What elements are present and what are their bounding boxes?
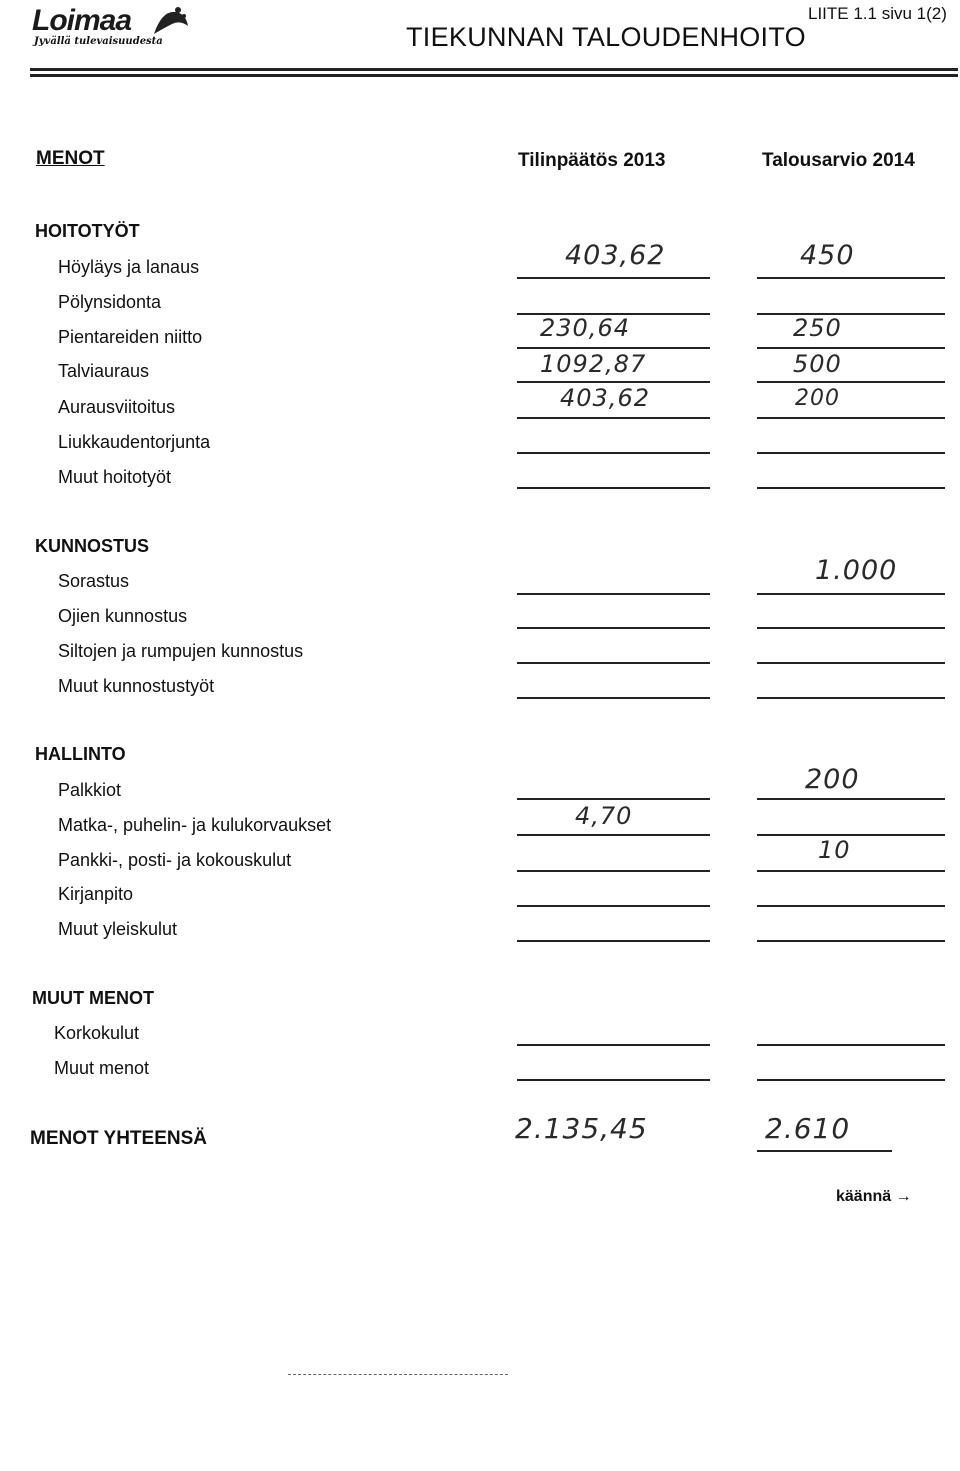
- handwritten-actual: 230,64: [540, 314, 630, 342]
- total-underline: [757, 1150, 892, 1152]
- handwritten-budget: 200: [795, 386, 840, 411]
- entry-line: [757, 417, 945, 419]
- item-label: Muut kunnostustyöt: [58, 676, 215, 696]
- entry-line: [517, 905, 710, 907]
- entry-line: [757, 347, 945, 349]
- entry-line: [517, 1044, 710, 1046]
- entry-line: [757, 662, 945, 664]
- handwritten-actual: 403,62: [560, 384, 650, 412]
- handwritten-budget: 10: [818, 836, 851, 864]
- entry-line: [517, 381, 710, 383]
- entry-line: [517, 870, 710, 872]
- handwritten-total-actual: 2.135,45: [515, 1112, 648, 1145]
- entry-line: [757, 381, 945, 383]
- header-rule: [30, 68, 958, 71]
- logo-wordmark: Loimaa: [32, 4, 132, 37]
- handwritten-budget: 450: [800, 240, 855, 271]
- entry-line: [757, 593, 945, 595]
- entry-line: [517, 487, 710, 489]
- logo-emblem-icon: [150, 4, 192, 40]
- section-title-kunnostus: KUNNOSTUS: [35, 536, 150, 556]
- entry-line: [517, 277, 710, 279]
- handwritten-budget: 200: [805, 764, 860, 795]
- item-label: Korkokulut: [54, 1023, 140, 1043]
- total-label: MENOT YHTEENSÄ: [30, 1128, 208, 1149]
- entry-line: [517, 593, 710, 595]
- logo-tagline: Jyvällä tulevaisuudesta: [34, 36, 163, 47]
- entry-line: [757, 1079, 945, 1081]
- entry-line: [757, 697, 945, 699]
- handwritten-actual: 1092,87: [540, 350, 647, 378]
- menot-heading: MENOT: [36, 148, 105, 169]
- section-title-muut-menot: MUUT MENOT: [32, 988, 154, 1008]
- handwritten-actual: 403,62: [565, 240, 666, 271]
- item-label: Ojien kunnostus: [58, 606, 188, 626]
- entry-line: [517, 834, 710, 836]
- entry-line: [757, 452, 945, 454]
- entry-line: [757, 940, 945, 942]
- column-header-budget: Talousarvio 2014: [762, 150, 915, 171]
- scan-artifact-line: [288, 1374, 508, 1376]
- turn-page-note: käännä →: [836, 1188, 912, 1205]
- entry-line: [757, 870, 945, 872]
- handwritten-total-budget: 2.610: [765, 1112, 851, 1145]
- document-title: TIEKUNNAN TALOUDENHOITO: [406, 22, 806, 52]
- entry-line: [757, 277, 945, 279]
- item-label: Sorastus: [58, 571, 130, 591]
- attachment-reference: LIITE 1.1 sivu 1(2): [808, 4, 947, 23]
- item-label: Pientareiden niitto: [58, 327, 203, 347]
- entry-line: [757, 1044, 945, 1046]
- entry-line: [757, 627, 945, 629]
- entry-line: [517, 627, 710, 629]
- item-label: Liukkaudentorjunta: [58, 432, 211, 452]
- section-title-hallinto: HALLINTO: [35, 744, 126, 764]
- entry-line: [517, 798, 710, 800]
- entry-line: [757, 798, 945, 800]
- entry-line: [757, 487, 945, 489]
- header-rule: [30, 74, 958, 77]
- entry-line: [757, 834, 945, 836]
- handwritten-actual: 4,70: [575, 802, 633, 830]
- handwritten-budget: 500: [793, 350, 842, 378]
- item-label: Aurausviitoitus: [58, 397, 176, 417]
- entry-line: [517, 417, 710, 419]
- item-label: Matka-, puhelin- ja kulukorvaukset: [58, 815, 332, 835]
- item-label: Muut yleiskulut: [58, 919, 178, 939]
- entry-line: [517, 940, 710, 942]
- item-label: Pölynsidonta: [58, 292, 162, 312]
- entry-line: [517, 697, 710, 699]
- section-title-hoitotyot: HOITOTYÖT: [35, 221, 140, 241]
- handwritten-budget: 250: [793, 314, 842, 342]
- item-label: Kirjanpito: [58, 884, 134, 904]
- entry-line: [517, 452, 710, 454]
- item-label: Pankki-, posti- ja kokouskulut: [58, 850, 292, 870]
- item-label: Talviauraus: [58, 361, 150, 381]
- handwritten-budget: 1.000: [815, 555, 898, 586]
- item-label: Muut hoitotyöt: [58, 467, 172, 487]
- item-label: Höyläys ja lanaus: [58, 257, 200, 277]
- item-label: Muut menot: [54, 1058, 150, 1078]
- entry-line: [757, 313, 945, 315]
- entry-line: [517, 662, 710, 664]
- item-label: Siltojen ja rumpujen kunnostus: [58, 641, 304, 661]
- item-label: Palkkiot: [58, 780, 122, 800]
- entry-line: [517, 347, 710, 349]
- entry-line: [757, 905, 945, 907]
- entry-line: [517, 1079, 710, 1081]
- column-header-actual: Tilinpäätös 2013: [518, 150, 666, 171]
